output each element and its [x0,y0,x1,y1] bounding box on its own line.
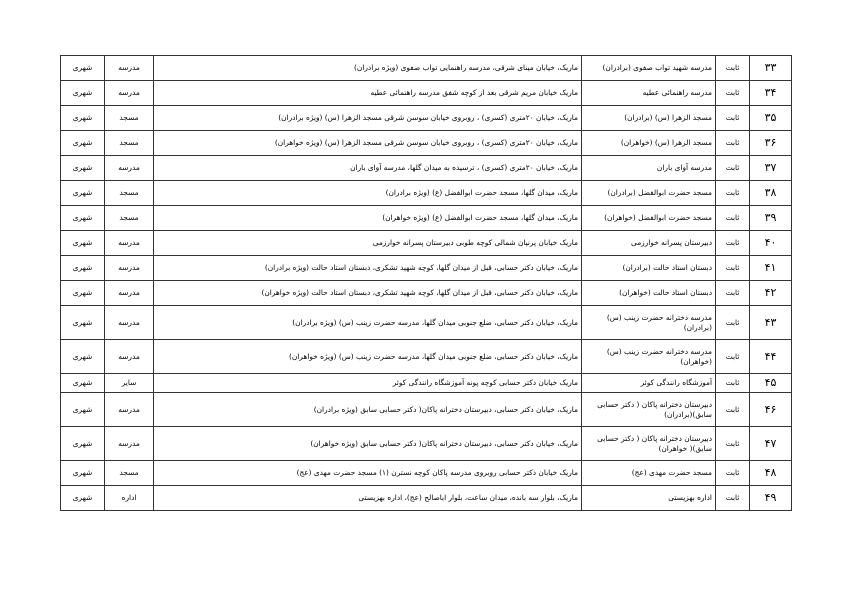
table-row [61,156,792,181]
station-address: ماریک خیابان پرنیان شمالی کوچه طوبی دبیرستان پسرانه خوارزمی [154,231,582,256]
area-type: شهری [61,340,105,374]
row-number: ۴۳ [750,306,792,340]
station-address: ماریک خیابان دکتر حسابی روبروی مدرسه پاکان کوچه نسترن (۱) مسجد حضرت مهدی (عج) [154,461,582,486]
table-row [61,340,792,374]
row-number: ۳۳ [750,56,792,81]
row-number: ۴۲ [750,281,792,306]
building-use: مدرسه [105,156,154,181]
station-address: ماریک، خیابان دکتر حسابی، قبل از میدان گلها، کوچه شهید تشکری، دبستان استاد حالت (ویژه خواهران) [154,281,582,306]
table-row [61,131,792,156]
table-body [61,56,792,511]
station-address: ماریک، بلوار سه بانده، میدان ساعت، بلوار اباصالح (عج)، اداره بهزیستی [154,486,582,511]
building-use: اداره [105,486,154,511]
station-name: مسجد الزهرا (س) (خواهران) [582,131,716,156]
table-row [61,206,792,231]
row-number: ۳۷ [750,156,792,181]
station-address: ماریک، خیابان دکتر حسابی، ضلع جنوبی میدان گلها، مدرسه حضرت زینب (س) (ویژه خواهران) [154,340,582,374]
building-use: مدرسه [105,340,154,374]
area-type: شهری [61,281,105,306]
building-use: مسجد [105,106,154,131]
station-address: ماریک، خیابان دکتر حسابی، دبیرستان دخترانه پاکان( دکتر حسابی سابق (ویژه خواهران) [154,427,582,461]
station-address: ماریک، خیابان ۲۰متری (کسری) ، روبروی خیابان سوسن شرقی مسجد الزهرا (س) (ویژه خواهران) [154,131,582,156]
station-name: آموزشگاه رانندگی کوثر [582,374,716,393]
row-number: ۴۰ [750,231,792,256]
station-type: ثابت [716,256,750,281]
station-type: ثابت [716,131,750,156]
row-number: ۴۶ [750,393,792,427]
station-type: ثابت [716,281,750,306]
station-type: ثابت [716,231,750,256]
row-number: ۴۵ [750,374,792,393]
table-row [61,81,792,106]
area-type: شهری [61,486,105,511]
area-type: شهری [61,131,105,156]
building-use: مسجد [105,181,154,206]
building-use: مدرسه [105,231,154,256]
building-use: مدرسه [105,427,154,461]
building-use: مسجد [105,206,154,231]
table-row [61,256,792,281]
station-type: ثابت [716,56,750,81]
row-number: ۴۸ [750,461,792,486]
station-address: ماریک، خیابان دکتر حسابی، دبیرستان دخترانه پاکان( دکتر حسابی سابق (ویژه برادران) [154,393,582,427]
station-address: ماریک، میدان گلها، مسجد حضرت ابوالفضل (ع) (ویژه خواهران) [154,206,582,231]
station-type: ثابت [716,156,750,181]
row-number: ۳۴ [750,81,792,106]
station-address: ماریک، میدان گلها، مسجد حضرت ابوالفضل (ع) (ویژه برادران) [154,181,582,206]
area-type: شهری [61,156,105,181]
station-type: ثابت [716,206,750,231]
station-name: اداره بهزیستی [582,486,716,511]
station-type: ثابت [716,486,750,511]
area-type: شهری [61,56,105,81]
station-address: ماریک، خیابان دکتر حسابی، قبل از میدان گلها، کوچه شهید تشکری، دبستان استاد حالت (ویژه برادران) [154,256,582,281]
building-use: مدرسه [105,306,154,340]
station-type: ثابت [716,81,750,106]
area-type: شهری [61,256,105,281]
station-type: ثابت [716,340,750,374]
station-address: ماریک، خیابان ۲۰متری (کسری) ، روبروی خیابان سوسن شرقی مسجد الزهرا (س) (ویژه برادران) [154,106,582,131]
building-use: سایر [105,374,154,393]
station-name: مدرسه دخترانه حضرت زینب (س) (برادران) [582,306,716,340]
building-use: مدرسه [105,81,154,106]
table-row [61,231,792,256]
station-name: مدرسه راهنمائی عطیه [582,81,716,106]
station-address: ماریک، خیابان مینای شرقی، مدرسه راهنمایی تواب صفوی (ویژه برادران) [154,56,582,81]
station-name: دبستان استاد حالت (برادران) [582,256,716,281]
station-name: مسجد حضرت مهدی (عج) [582,461,716,486]
station-name: دبیرستان پسرانه خوارزمی [582,231,716,256]
building-use: مسجد [105,131,154,156]
station-type: ثابت [716,374,750,393]
station-name: مسجد حضرت ابوالفضل (برادران) [582,181,716,206]
station-address: ماریک خیابان مریم شرقی بعد از کوچه شفق مدرسه راهنمائی عطیه [154,81,582,106]
area-type: شهری [61,106,105,131]
station-type: ثابت [716,461,750,486]
area-type: شهری [61,461,105,486]
station-name: مدرسه دخترانه حضرت زینب (س)(خواهران) [582,340,716,374]
building-use: مدرسه [105,393,154,427]
building-use: مدرسه [105,256,154,281]
row-number: ۳۶ [750,131,792,156]
table-row [61,486,792,511]
area-type: شهری [61,374,105,393]
station-type: ثابت [716,393,750,427]
area-type: شهری [61,427,105,461]
station-name: دبستان استاد حالت (خواهران) [582,281,716,306]
table-row [61,106,792,131]
area-type: شهری [61,231,105,256]
area-type: شهری [61,206,105,231]
polling-stations-table [60,55,792,511]
station-name: دبیرستان دخترانه پاکان ( دکتر حسابی سابق)(برادران) [582,393,716,427]
station-address: ماریک، خیابان دکتر حسابی، ضلع جنوبی میدان گلها، مدرسه حضرت زینب (س) (ویژه برادران) [154,306,582,340]
station-name: دبیرستان دخترانه پاکان ( دکتر حسابی سابق)( خواهران) [582,427,716,461]
station-type: ثابت [716,181,750,206]
station-name: مدرسه شهید تواب صفوی (برادران) [582,56,716,81]
table-row [61,56,792,81]
table-row [61,461,792,486]
building-use: مدرسه [105,281,154,306]
table-row [61,306,792,340]
row-number: ۴۹ [750,486,792,511]
area-type: شهری [61,81,105,106]
station-address: ماریک خیابان دکتر حسابی کوچه پونه آموزشگاه رانندگی کوثر [154,374,582,393]
table-row [61,427,792,461]
row-number: ۴۴ [750,340,792,374]
table-row [61,393,792,427]
row-number: ۴۱ [750,256,792,281]
table-row [61,374,792,393]
row-number: ۳۸ [750,181,792,206]
station-name: مدرسه آوای باران [582,156,716,181]
building-use: مسجد [105,461,154,486]
station-type: ثابت [716,427,750,461]
row-number: ۳۵ [750,106,792,131]
area-type: شهری [61,306,105,340]
row-number: ۳۹ [750,206,792,231]
station-address: ماریک، خیابان ۲۰متری (کسری) ، ترسیده به میدان گلها، مدرسه آوای باران [154,156,582,181]
station-name: مسجد الزهرا (س) (برادران) [582,106,716,131]
table-row [61,181,792,206]
station-name: مسجد حضرت ابوالفضل (خواهران) [582,206,716,231]
area-type: شهری [61,393,105,427]
building-use: مدرسه [105,56,154,81]
table-row [61,281,792,306]
row-number: ۴۷ [750,427,792,461]
area-type: شهری [61,181,105,206]
station-type: ثابت [716,106,750,131]
station-type: ثابت [716,306,750,340]
